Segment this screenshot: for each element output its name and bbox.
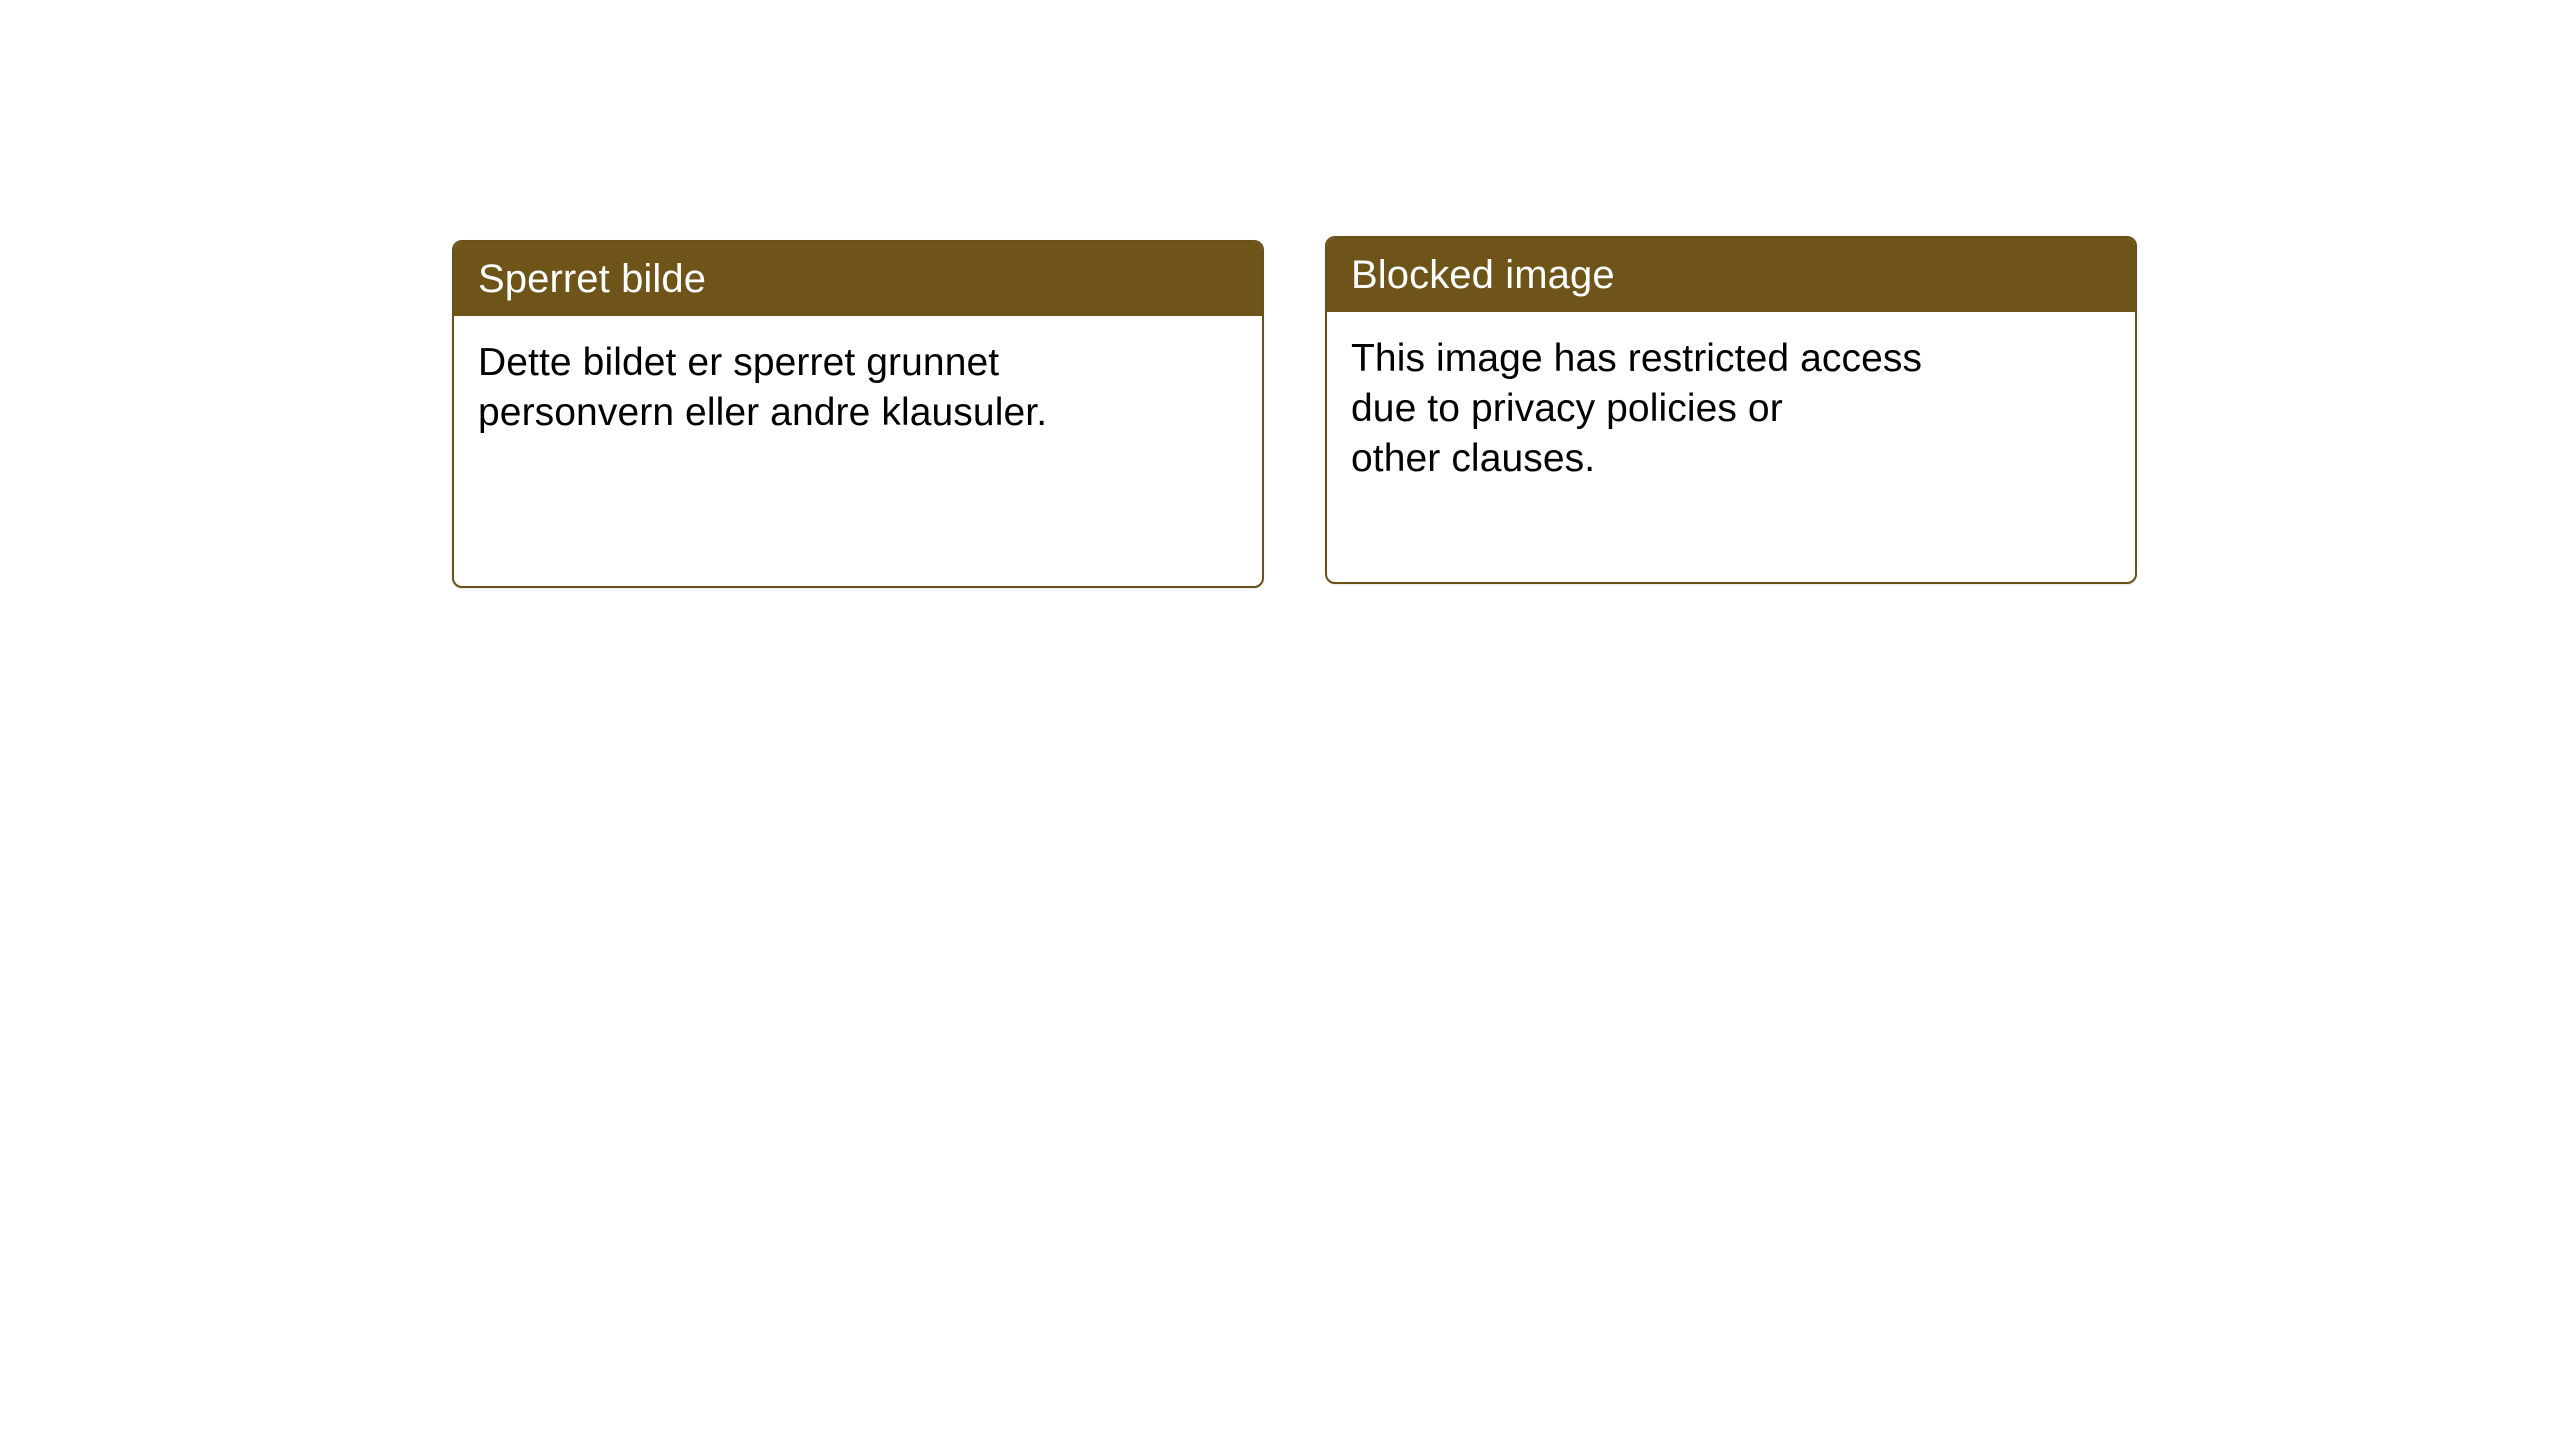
notice-body-line: other clauses. [1351,436,1596,480]
notice-title-en: Blocked image [1327,238,2135,312]
notice-body-line: This image has restricted access [1351,337,1923,380]
notice-body-no [454,316,1262,438]
notice-body-line: personvern eller andre klausuler. [478,390,1048,434]
notice-body-line: due to privacy policies or [1351,386,1783,430]
notice-body-en [1327,312,2135,484]
blocked-image-notice-en [1325,236,2137,584]
blocked-image-notice-no [452,240,1264,588]
notice-title-no: Sperret bilde [454,242,1262,316]
notice-body-line: Dette bildet er sperret grunnet [478,341,1000,384]
